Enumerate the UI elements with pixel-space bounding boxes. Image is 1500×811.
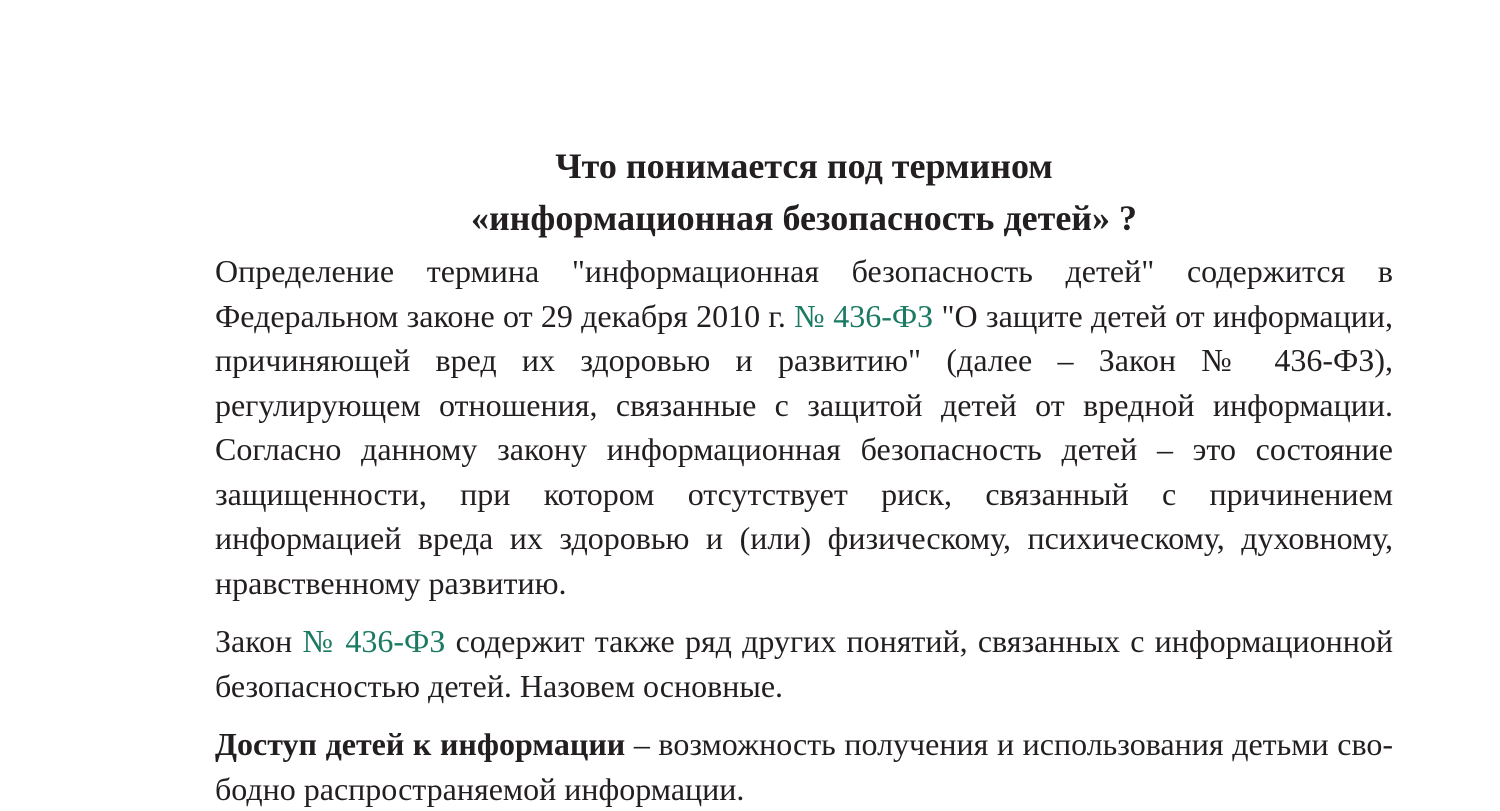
definition-paragraph [215,249,1393,605]
heading-line-2: «информационная безопасность детей» ? [470,198,1138,238]
heading-line-1: Что понимается под термином [555,146,1053,186]
law-concepts-paragraph [215,619,1393,708]
paragraph-text: Закон [215,623,303,659]
law-436-fz-link[interactable]: № 436-ФЗ [794,297,934,334]
paragraph-text: содержит также ряд других понятий, связанных с информационной безопасностью детей. Назовем основные. [215,623,1394,704]
term-definition: – возможность получения и использования детьми свободно распространяемой информации. [215,726,1394,807]
paragraph-text: Определение термина "информационная безопасность детей" содержится в Федеральном законе от 29 декабря 2010 г. [215,253,1393,334]
document-page [215,140,1393,811]
law-436-fz-link[interactable]: № 436-ФЗ [302,623,446,659]
paragraph-text: "О защите детей от информации, причиняющей вред их здоровью и развитию" (далее – Закон № 436-ФЗ), регулирующем отношения, связанные с защитой детей от вредной информации. Согласно данному закону информационная безопасность детей – это состояние защищенности, при котором отсутствует риск, связанный с причинением информацией вреда их здоровью и (или) физическому, психическому, духовному, нравственному развитию. [215,297,1394,601]
term-definition-paragraph [215,722,1393,811]
term-label: Доступ детей к информации [215,726,626,762]
section-heading [215,140,1393,244]
